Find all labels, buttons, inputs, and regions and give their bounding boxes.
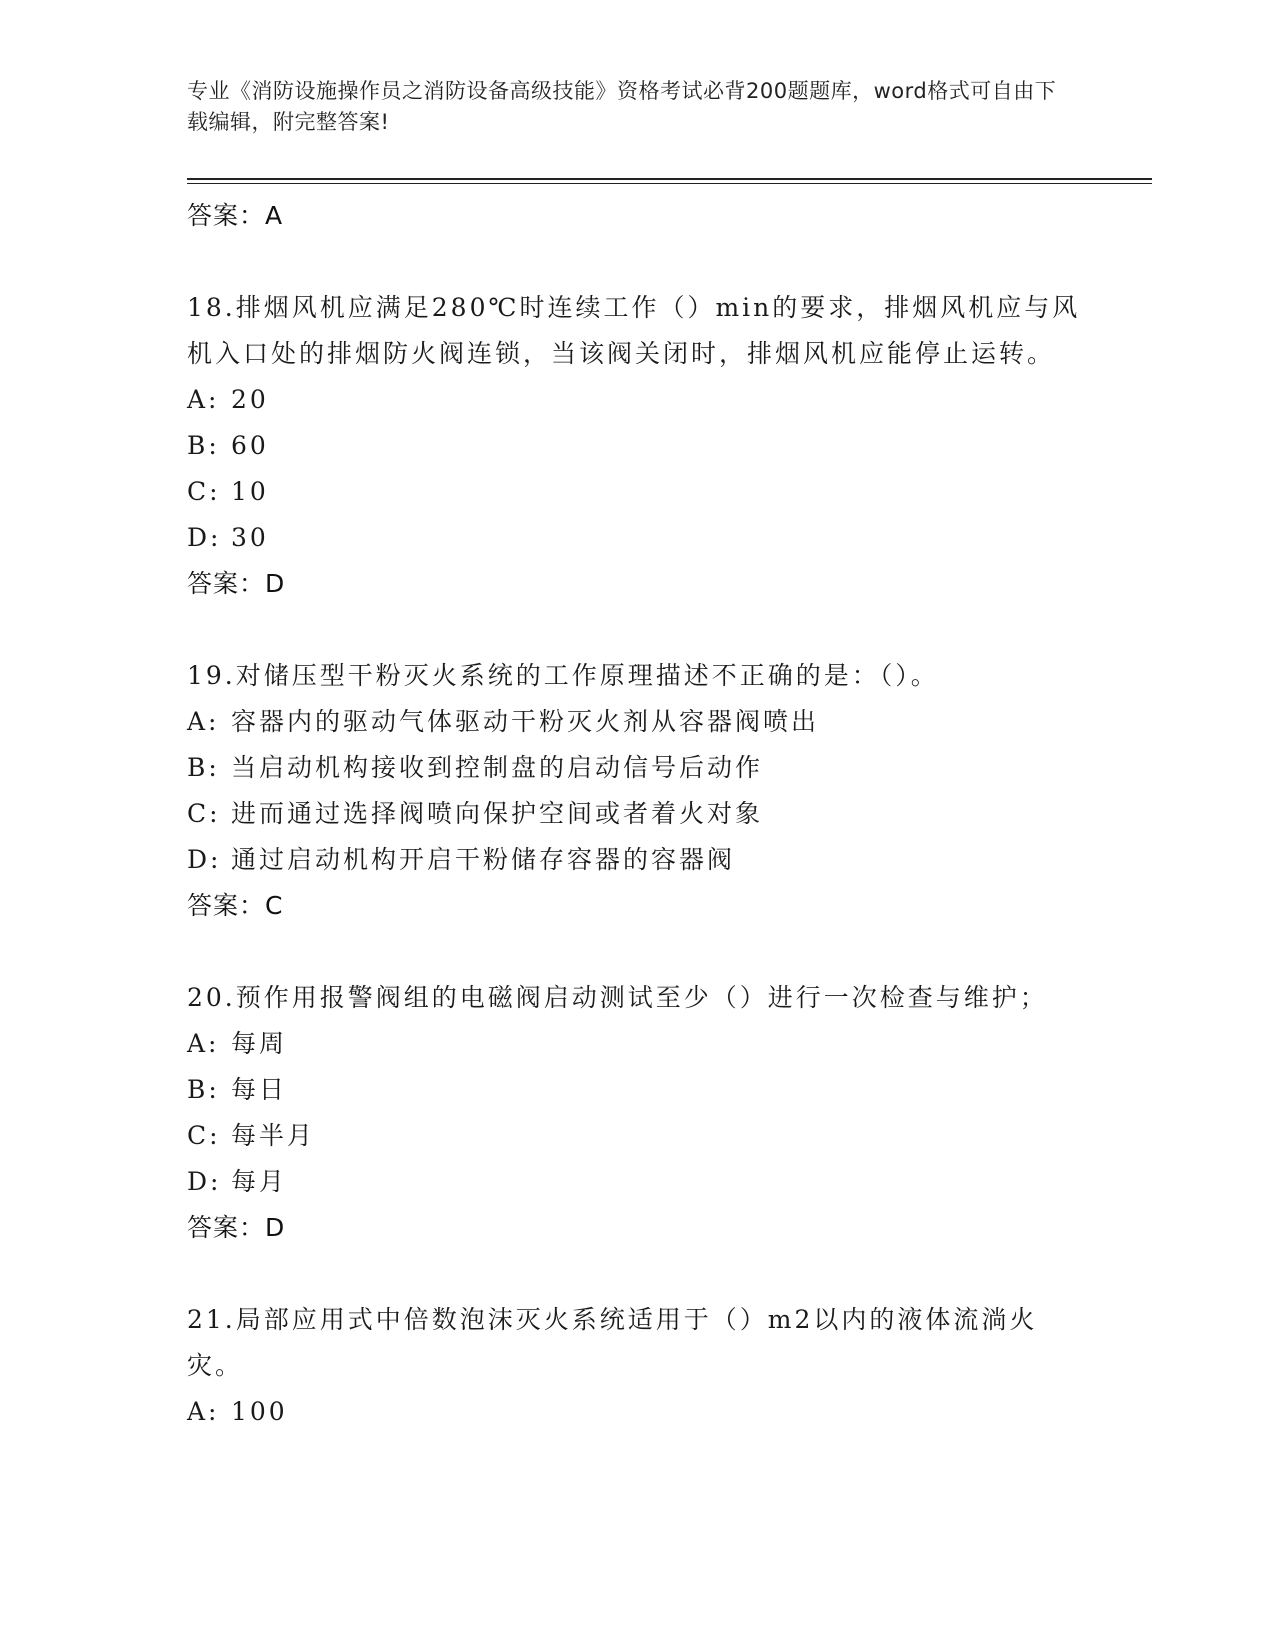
option-letter: A: (187, 385, 220, 414)
option-letter: C: (187, 799, 221, 828)
option-row (187, 837, 1087, 883)
option-row (187, 699, 1087, 745)
option-letter: D: (187, 845, 222, 874)
option-letter: B: (187, 1075, 220, 1104)
option-letter: D: (187, 1167, 222, 1196)
option-row (187, 791, 1087, 837)
option-row (187, 515, 1087, 561)
option-row (187, 469, 1087, 515)
option-letter: B: (187, 753, 220, 782)
option-text: 进而通过选择阀喷向保护空间或者着火对象 (231, 799, 764, 828)
question-stem: 21.局部应用式中倍数泡沫灭火系统适用于（）m2以内的液体流淌火灾。 (187, 1305, 1038, 1380)
questions-container (187, 285, 1087, 1435)
option-letter: A: (187, 707, 220, 736)
option-text: 100 (231, 1397, 288, 1426)
option-row (187, 1021, 1087, 1067)
option-text: 每周 (231, 1029, 288, 1058)
option-row (187, 1159, 1087, 1205)
answer-line: 答案：C (187, 891, 284, 920)
option-text: 20 (231, 385, 269, 414)
option-letter: A: (187, 1397, 220, 1426)
option-text: 当启动机构接收到控制盘的启动信号后动作 (231, 753, 764, 782)
header-rule-thin (187, 183, 1152, 184)
option-row (187, 745, 1087, 791)
question-stem: 18.排烟风机应满足280℃时连续工作（）min的要求，排烟风机应与风机入口处的排烟防火阀连锁，当该阀关闭时，排烟风机应能停止运转。 (187, 293, 1081, 368)
option-letter: C: (187, 477, 221, 506)
option-text: 30 (231, 523, 269, 552)
question-block (187, 653, 1087, 929)
document-header: 专业《消防设施操作员之消防设备高级技能》资格考试必背200题题库，word格式可自由下载编辑，附完整答案! (187, 79, 1057, 134)
question-list (187, 193, 1087, 1435)
option-row (187, 423, 1087, 469)
option-letter: C: (187, 1121, 221, 1150)
question-block (187, 1297, 1087, 1435)
option-row (187, 1113, 1087, 1159)
option-row (187, 1067, 1087, 1113)
answer-line: 答案：A (187, 201, 284, 230)
question-stem: 20.预作用报警阀组的电磁阀启动测试至少（）进行一次检查与维护； (187, 983, 1048, 1012)
header-rule-thick (187, 178, 1152, 180)
option-letter: D: (187, 523, 222, 552)
option-text: 每月 (231, 1167, 288, 1196)
option-text: 容器内的驱动气体驱动干粉灭火剂从容器阀喷出 (231, 707, 820, 736)
answer-line: 答案：D (187, 1213, 286, 1242)
option-text: 每日 (231, 1075, 288, 1104)
question-block (187, 285, 1087, 607)
option-text: 通过启动机构开启干粉储存容器的容器阀 (231, 845, 736, 874)
answer-line: 答案：D (187, 569, 286, 598)
option-text: 10 (231, 477, 269, 506)
option-row (187, 1389, 1087, 1435)
question-block (187, 975, 1087, 1251)
option-letter: B: (187, 431, 220, 460)
option-letter: A: (187, 1029, 220, 1058)
option-row (187, 377, 1087, 423)
option-text: 60 (231, 431, 269, 460)
question-stem: 19.对储压型干粉灭火系统的工作原理描述不正确的是：（）。 (187, 661, 939, 690)
option-text: 每半月 (231, 1121, 316, 1150)
